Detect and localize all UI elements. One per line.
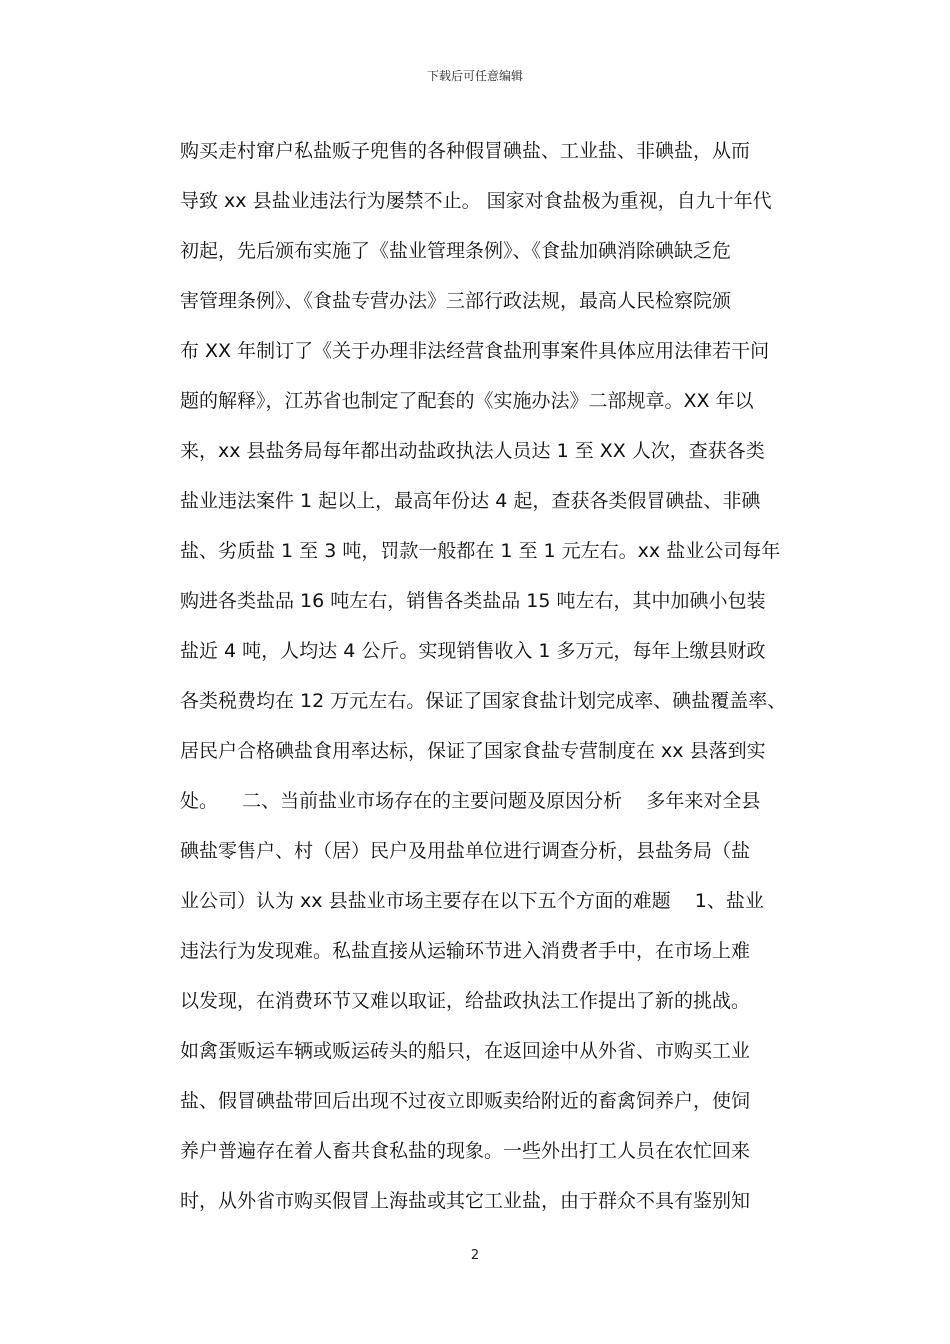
- body-line: 如禽蛋贩运车辆或贩运砖头的船只，在返回途中从外省、市购买工业: [180, 1040, 751, 1062]
- body-line: 初起，先后颁布实施了《盐业管理条例》、《食盐加碘消除碘缺乏危: [180, 240, 732, 262]
- body-line: 题的解释》，江苏省也制定了配套的《实施办法》二部规章。XX 年以: [180, 390, 754, 412]
- body-line: 导致 xx 县盐业违法行为屡禁不止。 国家对食盐极为重视，自九十年代: [180, 190, 772, 212]
- body-line: 各类税费均在 12 万元左右。保证了国家食盐计划完成率、碘盐覆盖率、: [180, 690, 787, 712]
- body-line: 违法行为发现难。私盐直接从运输环节进入消费者手中，在市场上难: [180, 940, 751, 962]
- body-line: 布 XX 年制订了《关于办理非法经营食盐刑事案件具体应用法律若干问: [180, 340, 770, 362]
- body-line: 盐、劣质盐 1 至 3 吨，罚款一般都在 1 至 1 元左右。xx 盐业公司每年: [180, 540, 781, 562]
- body-line: 害管理条例》、《食盐专营办法》三部行政法规，最高人民检察院颁: [180, 290, 732, 312]
- body-line: 业公司）认为 xx 县盐业市场主要存在以下五个方面的难题 1、盐业: [180, 890, 764, 912]
- body-line: 盐、假冒碘盐带回后出现不过夜立即贩卖给附近的畜禽饲养户，使饲: [180, 1090, 751, 1112]
- body-line: 时，从外省市购买假冒上海盐或其它工业盐，由于群众不具有鉴别知: [180, 1190, 751, 1212]
- body-line: 碘盐零售户、村（居）民户及用盐单位进行调查分析，县盐务局（盐: [180, 840, 751, 862]
- body-line: 购进各类盐品 16 吨左右，销售各类盐品 15 吨左右，其中加碘小包装: [180, 590, 766, 612]
- body-line: 以发现，在消费环节又难以取证，给盐政执法工作提出了新的挑战。: [180, 990, 751, 1012]
- body-line: 处。 二、当前盐业市场存在的主要问题及原因分析 多年来对全县: [180, 790, 761, 812]
- body-line: 养户普遍存在着人畜共食私盐的现象。一些外出打工人员在农忙回来: [180, 1140, 751, 1162]
- body-line: 盐近 4 吨，人均达 4 公斤。实现销售收入 1 多万元，每年上缴县财政: [180, 640, 766, 662]
- body-line: 购买走村窜户私盐贩子兜售的各种假冒碘盐、工业盐、非碘盐，从而: [180, 140, 751, 162]
- body-line: 盐业违法案件 1 起以上，最高年份达 4 起，查获各类假冒碘盐、非碘: [180, 490, 761, 512]
- body-line: 来，xx 县盐务局每年都出动盐政执法人员达 1 至 XX 人次，查获各类: [180, 440, 765, 462]
- page-number: 2: [470, 1248, 480, 1263]
- body-line: 居民户合格碘盐食用率达标，保证了国家食盐专营制度在 xx 县落到实: [180, 740, 766, 762]
- body-text: [180, 130, 787, 1230]
- page-header-note: 下载后可任意编辑: [426, 69, 523, 83]
